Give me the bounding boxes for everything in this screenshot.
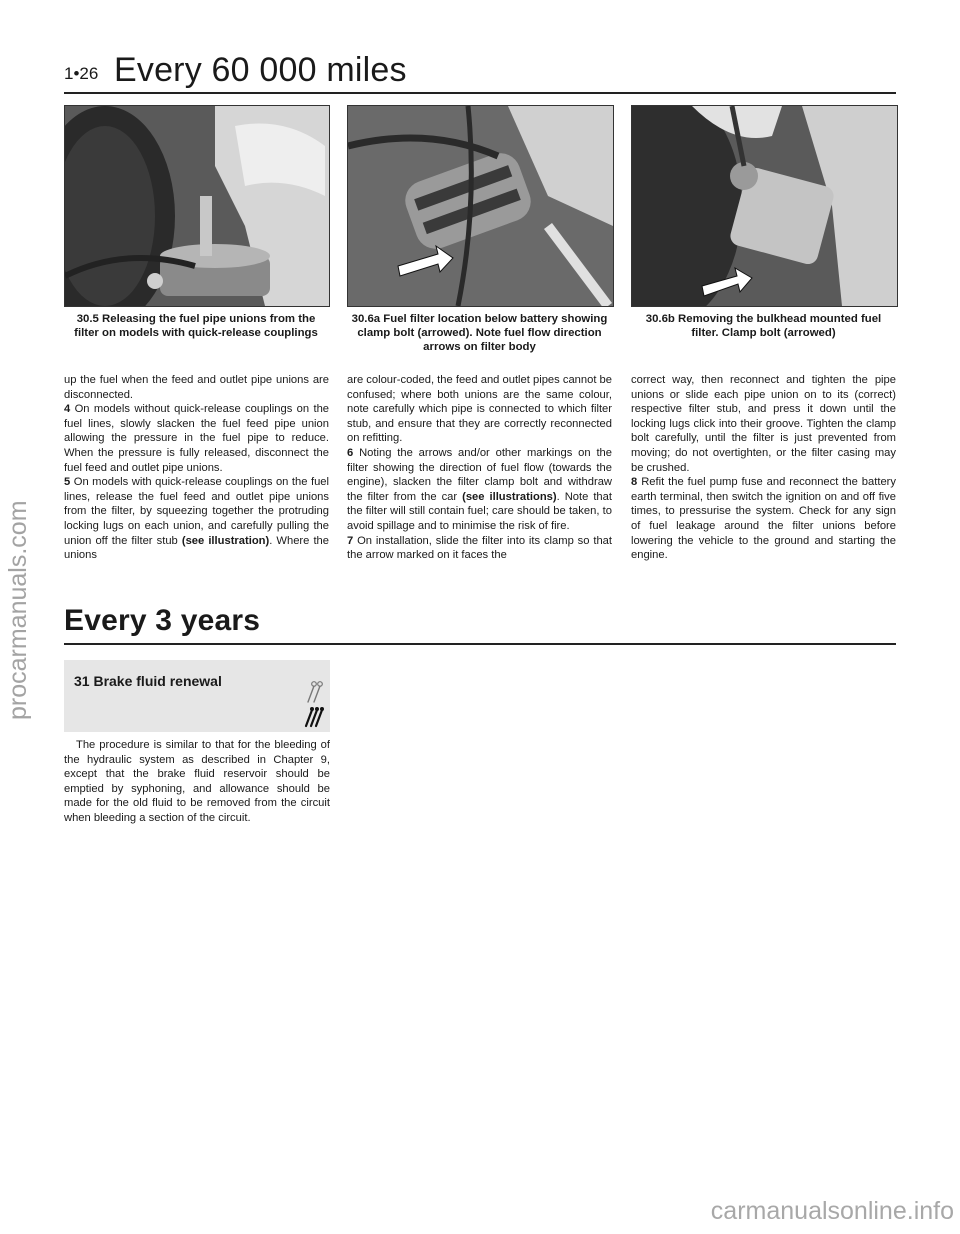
photo-fuel-filter-below-battery-image [348, 106, 613, 306]
illustration-reference: (see illustration) [181, 534, 270, 547]
step-number: 7 [347, 534, 354, 547]
photo-caption-30-5: 30.5 Releasing the fuel pipe unions from the filter on models with quick-release couplings [74, 313, 318, 339]
bottom-watermark: carmanualsonline.info [710, 1197, 954, 1225]
step-number: 5 [64, 476, 71, 489]
text-column-3 [631, 373, 896, 563]
paragraph-step-8 [631, 475, 896, 563]
photo-caption-30-6a: 30.6a Fuel filter location below battery showing clamp bolt (arrowed). Note fuel flow direction arrows on filter body [351, 313, 608, 353]
step-text: Noting the arrows and/or other markings on the filter showing the direction of fuel flow (towards the engine), slacken the filter clamp bolt and withdraw the filter from the car [347, 446, 612, 503]
section-title: Every 3 years [64, 604, 261, 637]
photo-fuel-pipe-unions [64, 105, 330, 307]
task-title: 31 Brake fluid renewal [74, 673, 222, 689]
paragraph-step-6 [347, 446, 612, 534]
photo-fuel-pipe-unions-image [65, 106, 329, 306]
step-number: 8 [631, 476, 638, 489]
spanner-difficulty-icon [302, 668, 326, 728]
step-text: On models without quick-release couplings on the fuel lines, slowly slacken the fuel feed pipe union allowing the pressure in the fuel pipe to reduce. When the pressure is fully released, disconnect the fuel feed and outlet pipe unions. [64, 403, 330, 474]
side-watermark-text: procarmanuals.com [4, 500, 32, 720]
photo-caption-30-6b: 30.6b Removing the bulkhead mounted fuel filter. Clamp bolt (arrowed) [645, 313, 882, 339]
task-body [64, 738, 330, 826]
page-header [64, 48, 896, 94]
step-text: Refit the fuel pump fuse and reconnect the battery earth terminal, then switch the ignition on and off five times, to pressurise the system. Check for any sign of fuel leakage around the filter unions before lowering the vehicle to the ground and starting the engine. [631, 476, 896, 562]
paragraph-step-4 [64, 402, 329, 475]
step-text: . Where the unions [64, 534, 330, 562]
paragraph-step-7 [347, 534, 612, 563]
step-text: On models with quick-release couplings on the fuel lines, release the fuel feed and outlet pipe unions from the filter, by squeezing together the protruding locking lugs on each union, and carefully pulling the union off the filter stub [64, 476, 330, 547]
photo-fuel-filter-below-battery [347, 105, 614, 307]
illustration-reference: (see illustrations) [462, 490, 557, 503]
section-divider [64, 643, 896, 645]
photo-bulkhead-fuel-filter [631, 105, 898, 307]
step-number: 6 [347, 446, 354, 459]
page-number: 1•26 [64, 64, 99, 83]
text-column-2 [347, 373, 612, 563]
paragraph-step-5 [64, 475, 329, 563]
step-text: . Note that the filter will still contain fuel; care should be taken, to avoid spillage and to minimise the risk of fire. [347, 490, 612, 532]
paragraph: up the fuel when the feed and outlet pipe unions are disconnected. [64, 374, 329, 401]
task-header-box [64, 660, 330, 732]
photo-bulkhead-fuel-filter-image [632, 106, 897, 306]
paragraph: correct way, then reconnect and tighten the pipe unions or slide each pipe union on to its (correct) respective filter stub, and press it down until the locking lugs click into their groove. Tighten the clamp bolt carefully, until the filter is just prevented from moving; do not overtighten, or the filter casing may be crushed. [631, 374, 896, 474]
text-column-1 [64, 373, 329, 563]
paragraph: are colour-coded, the feed and outlet pipes cannot be confused; where both unions are the same colour, note carefully which pipe is connected to which filter stub, and ensure that they are correctly reconnected on refitting. [347, 374, 612, 445]
step-number: 4 [64, 403, 71, 416]
step-text: On installation, slide the filter into its clamp so that the arrow marked on it faces the [347, 534, 613, 562]
page-title: Every 60 000 miles [114, 51, 407, 89]
paragraph: The procedure is similar to that for the bleeding of the hydraulic system as described in Chapter 9, except that the brake fluid reservoir should be emptied by syphoning, and allowance should be made for the old fluid to be removed from the circuit when bleeding a section of the circuit. [64, 739, 330, 824]
